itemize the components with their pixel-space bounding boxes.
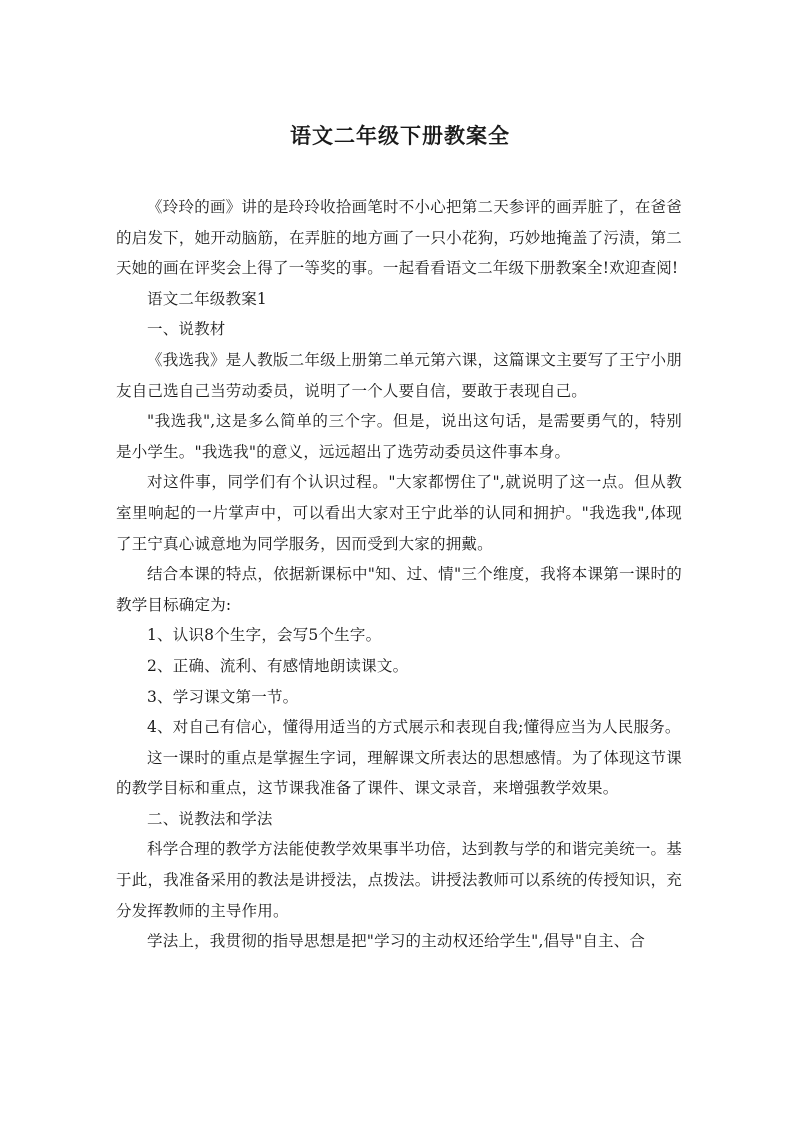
document-title: 语文二年级下册教案全 bbox=[290, 124, 510, 148]
paragraph: 科学合理的教学方法能使教学效果事半功倍，达到教与学的和谐完美统一。基于此，我准备采用的教法是讲授法，点拨法。讲授法教师可以系统的传授知识，充分发挥教师的主导作用。 bbox=[116, 840, 682, 920]
section-heading-methods: 二、说教法和学法 bbox=[147, 809, 273, 828]
lesson-heading: 语文二年级教案1 bbox=[147, 289, 267, 308]
paragraph: 对这件事，同学们有个认识过程。"大家都愣住了",就说明了这一点。但从教室里响起的一片掌声中，可以看出大家对王宁此举的认同和拥护。"我选我",体现了王宁真心诚意地为同学服务，因而受到大家的拥戴。 bbox=[116, 473, 682, 553]
document-body bbox=[116, 192, 682, 957]
paragraph: 《我选我》是人教版二年级上册第二单元第六课，这篇课文主要写了王宁小朋友自己选自己当劳动委员，说明了一个人要自信，要敢于表现自己。 bbox=[116, 350, 682, 400]
goal-item: 4、对自己有信心，懂得用适当的方式展示和表现自我;懂得应当为人民服务。 bbox=[147, 718, 681, 737]
paragraph: 结合本课的特点，依据新课标中"知、过、情"三个维度，我将本课第一课时的教学目标确定为: bbox=[116, 565, 682, 614]
goal-item: 1、认识8个生字，会写5个生字。 bbox=[147, 626, 382, 645]
intro-paragraph: 《玲玲的画》讲的是玲玲收拾画笔时不小心把第二天参评的画弄脏了，在爸爸的启发下，她开动脑筋，在弄脏的地方画了一只小花狗，巧妙地掩盖了污渍，第二天她的画在评奖会上得了一等奖的事。一起看看语文二年级下册教案全!欢迎查阅! bbox=[116, 198, 682, 278]
paragraph: 学法上，我贯彻的指导思想是把"学习的主动权还给学生",倡导"自主、合 bbox=[147, 932, 646, 951]
paragraph: "我选我",这是多么简单的三个字。但是，说出这句话，是需要勇气的，特别是小学生。"我选我"的意义，远远超出了选劳动委员这件事本身。 bbox=[116, 412, 682, 461]
goal-item: 2、正确、流利、有感情地朗读课文。 bbox=[147, 656, 409, 675]
paragraph: 这一课时的重点是掌握生字词，理解课文所表达的思想感情。为了体现这节课的教学目标和重点，这节课我准备了课件、课文录音，来增强教学效果。 bbox=[116, 748, 682, 798]
goal-item: 3、学习课文第一节。 bbox=[147, 687, 299, 706]
section-heading-textbook: 一、说教材 bbox=[147, 320, 226, 339]
